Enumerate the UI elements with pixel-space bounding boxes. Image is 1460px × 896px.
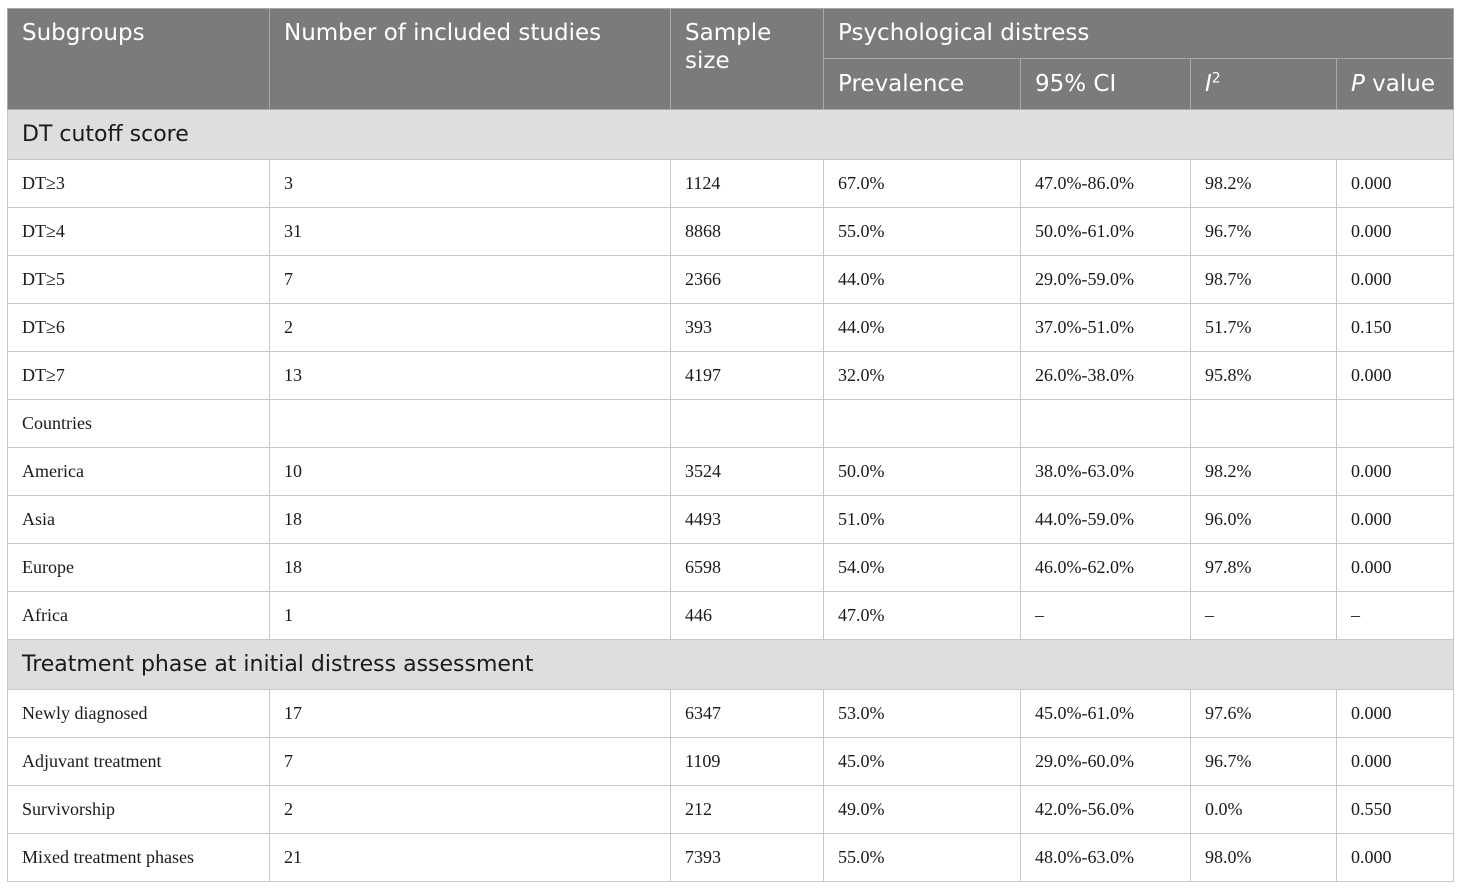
- cell-sample-size: 3524: [671, 448, 824, 496]
- cell-num-studies: 10: [270, 448, 671, 496]
- cell-num-studies: 3: [270, 160, 671, 208]
- cell-ci: 48.0%-63.0%: [1021, 834, 1191, 882]
- cell-num-studies: 2: [270, 304, 671, 352]
- cell-p-value: 0.000: [1337, 544, 1454, 592]
- cell-p-value: 0.150: [1337, 304, 1454, 352]
- cell-subgroup: Africa: [8, 592, 270, 640]
- cell-ci: 50.0%-61.0%: [1021, 208, 1191, 256]
- table-row: [8, 834, 1454, 882]
- cell-sample-size: 7393: [671, 834, 824, 882]
- cell-sample-size: 1124: [671, 160, 824, 208]
- cell-sample-size: 8868: [671, 208, 824, 256]
- section-title: DT cutoff score: [8, 110, 1454, 160]
- cell-i2: 96.0%: [1191, 496, 1337, 544]
- cell-sample-size: 4493: [671, 496, 824, 544]
- table-header: [8, 9, 1454, 110]
- cell-num-studies: [270, 400, 671, 448]
- cell-num-studies: 13: [270, 352, 671, 400]
- table-row: [8, 256, 1454, 304]
- cell-ci: 29.0%-59.0%: [1021, 256, 1191, 304]
- cell-ci: –: [1021, 592, 1191, 640]
- section-row: [8, 110, 1454, 160]
- cell-ci: 42.0%-56.0%: [1021, 786, 1191, 834]
- cell-ci: [1021, 400, 1191, 448]
- cell-p-value: 0.000: [1337, 160, 1454, 208]
- table-row: [8, 544, 1454, 592]
- header-p-rest: value: [1364, 71, 1436, 97]
- cell-i2: 98.2%: [1191, 160, 1337, 208]
- cell-prevalence: 67.0%: [824, 160, 1021, 208]
- cell-prevalence: 49.0%: [824, 786, 1021, 834]
- cell-i2: –: [1191, 592, 1337, 640]
- cell-p-value: 0.000: [1337, 448, 1454, 496]
- cell-subgroup: DT≥3: [8, 160, 270, 208]
- header-p-value: [1337, 59, 1454, 110]
- header-prevalence: Prevalence: [824, 59, 1021, 110]
- cell-subgroup: Europe: [8, 544, 270, 592]
- cell-num-studies: 18: [270, 496, 671, 544]
- cell-sample-size: 212: [671, 786, 824, 834]
- header-p-italic: P: [1351, 71, 1365, 97]
- cell-prevalence: 55.0%: [824, 208, 1021, 256]
- cell-ci: 46.0%-62.0%: [1021, 544, 1191, 592]
- cell-p-value: 0.000: [1337, 256, 1454, 304]
- cell-i2: 95.8%: [1191, 352, 1337, 400]
- cell-prevalence: 51.0%: [824, 496, 1021, 544]
- table-row: [8, 208, 1454, 256]
- table-row: [8, 448, 1454, 496]
- cell-sample-size: 2366: [671, 256, 824, 304]
- cell-num-studies: 17: [270, 690, 671, 738]
- header-sample-size: Sample size: [671, 9, 824, 110]
- header-i2-sup: 2: [1211, 70, 1221, 87]
- cell-ci: 38.0%-63.0%: [1021, 448, 1191, 496]
- cell-prevalence: 53.0%: [824, 690, 1021, 738]
- table-row: [8, 592, 1454, 640]
- cell-ci: 26.0%-38.0%: [1021, 352, 1191, 400]
- cell-i2: 98.7%: [1191, 256, 1337, 304]
- table-row: [8, 352, 1454, 400]
- cell-num-studies: 2: [270, 786, 671, 834]
- cell-sample-size: 4197: [671, 352, 824, 400]
- cell-p-value: 0.000: [1337, 690, 1454, 738]
- cell-p-value: 0.000: [1337, 834, 1454, 882]
- cell-prevalence: 50.0%: [824, 448, 1021, 496]
- table-row: [8, 160, 1454, 208]
- cell-prevalence: 55.0%: [824, 834, 1021, 882]
- cell-i2: 98.2%: [1191, 448, 1337, 496]
- cell-prevalence: 45.0%: [824, 738, 1021, 786]
- table-row: [8, 496, 1454, 544]
- header-psych-distress: Psychological distress: [824, 9, 1454, 59]
- cell-ci: 44.0%-59.0%: [1021, 496, 1191, 544]
- cell-p-value: 0.000: [1337, 208, 1454, 256]
- table-row: [8, 400, 1454, 448]
- cell-num-studies: 31: [270, 208, 671, 256]
- cell-sample-size: 6347: [671, 690, 824, 738]
- cell-ci: 45.0%-61.0%: [1021, 690, 1191, 738]
- cell-i2: 96.7%: [1191, 738, 1337, 786]
- cell-num-studies: 7: [270, 256, 671, 304]
- table-body: [8, 110, 1454, 882]
- cell-num-studies: 7: [270, 738, 671, 786]
- section-title: Treatment phase at initial distress assessment: [8, 640, 1454, 690]
- cell-sample-size: 6598: [671, 544, 824, 592]
- cell-num-studies: 21: [270, 834, 671, 882]
- cell-prevalence: 44.0%: [824, 304, 1021, 352]
- cell-prevalence: 44.0%: [824, 256, 1021, 304]
- cell-p-value: 0.000: [1337, 352, 1454, 400]
- cell-i2: [1191, 400, 1337, 448]
- cell-num-studies: 1: [270, 592, 671, 640]
- cell-subgroup: DT≥5: [8, 256, 270, 304]
- cell-i2: 51.7%: [1191, 304, 1337, 352]
- header-subgroups: Subgroups: [8, 9, 270, 110]
- table-row: [8, 304, 1454, 352]
- cell-subgroup: Countries: [8, 400, 270, 448]
- cell-prevalence: 54.0%: [824, 544, 1021, 592]
- cell-subgroup: Asia: [8, 496, 270, 544]
- cell-i2: 97.6%: [1191, 690, 1337, 738]
- cell-subgroup: Newly diagnosed: [8, 690, 270, 738]
- cell-p-value: 0.000: [1337, 738, 1454, 786]
- header-ci: 95% CI: [1021, 59, 1191, 110]
- cell-subgroup: Survivorship: [8, 786, 270, 834]
- cell-i2: 98.0%: [1191, 834, 1337, 882]
- cell-sample-size: 393: [671, 304, 824, 352]
- cell-i2: 97.8%: [1191, 544, 1337, 592]
- header-i2-base: I: [1205, 71, 1212, 97]
- cell-prevalence: 32.0%: [824, 352, 1021, 400]
- cell-subgroup: Mixed treatment phases: [8, 834, 270, 882]
- cell-sample-size: 1109: [671, 738, 824, 786]
- section-row: [8, 640, 1454, 690]
- cell-i2: 0.0%: [1191, 786, 1337, 834]
- cell-p-value: –: [1337, 592, 1454, 640]
- cell-subgroup: DT≥7: [8, 352, 270, 400]
- cell-subgroup: America: [8, 448, 270, 496]
- cell-sample-size: 446: [671, 592, 824, 640]
- cell-subgroup: DT≥6: [8, 304, 270, 352]
- cell-p-value: 0.000: [1337, 496, 1454, 544]
- table-row: [8, 786, 1454, 834]
- cell-subgroup: Adjuvant treatment: [8, 738, 270, 786]
- cell-p-value: [1337, 400, 1454, 448]
- cell-sample-size: [671, 400, 824, 448]
- cell-i2: 96.7%: [1191, 208, 1337, 256]
- cell-ci: 37.0%-51.0%: [1021, 304, 1191, 352]
- cell-ci: 29.0%-60.0%: [1021, 738, 1191, 786]
- table-row: [8, 690, 1454, 738]
- subgroup-table: [7, 8, 1454, 882]
- table-row: [8, 738, 1454, 786]
- cell-ci: 47.0%-86.0%: [1021, 160, 1191, 208]
- cell-prevalence: 47.0%: [824, 592, 1021, 640]
- cell-p-value: 0.550: [1337, 786, 1454, 834]
- cell-subgroup: DT≥4: [8, 208, 270, 256]
- header-i2: [1191, 59, 1337, 110]
- cell-prevalence: [824, 400, 1021, 448]
- header-num-studies: Number of included studies: [270, 9, 671, 110]
- cell-num-studies: 18: [270, 544, 671, 592]
